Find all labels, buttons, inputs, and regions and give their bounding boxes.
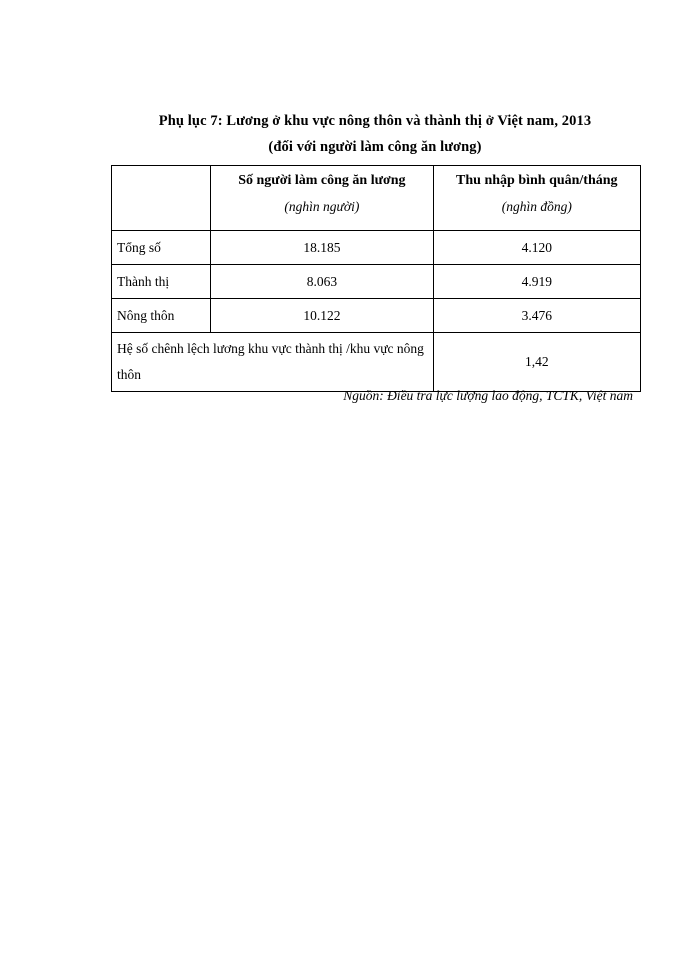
header-income	[433, 166, 640, 231]
income-value: 3.476	[433, 299, 640, 333]
row-label: Nông thôn	[112, 299, 211, 333]
header-workers-unit: (nghìn người)	[284, 199, 360, 214]
row-label: Tổng số	[112, 231, 211, 265]
ratio-value: 1,42	[433, 333, 640, 392]
income-value: 4.120	[433, 231, 640, 265]
header-income-unit: (nghìn đồng)	[501, 199, 572, 214]
row-label: Thành thị	[112, 265, 211, 299]
table-row	[112, 265, 641, 299]
header-workers-title: Số người làm công ăn lương	[238, 173, 406, 188]
income-value: 4.919	[433, 265, 640, 299]
workers-value: 18.185	[211, 231, 433, 265]
wage-table	[111, 165, 641, 392]
header-empty-cell	[112, 166, 211, 231]
appendix-subtitle: (đối với người làm công ăn lương)	[268, 139, 482, 155]
workers-value: 10.122	[211, 299, 433, 333]
header-income-title: Thu nhập bình quân/tháng	[456, 173, 618, 188]
workers-value: 8.063	[211, 265, 433, 299]
header-workers	[211, 166, 433, 231]
table-row	[112, 299, 641, 333]
source-note: Nguồn: Điều tra lực lượng lao động, TCTK, Việt nam	[343, 388, 633, 403]
appendix-title: Phụ lục 7: Lương ở khu vực nông thôn và thành thị ở Việt nam, 2013	[158, 113, 592, 129]
table-row	[112, 231, 641, 265]
table-header-row	[112, 166, 641, 231]
ratio-row	[112, 333, 641, 392]
ratio-label: Hệ số chênh lệch lương khu vực thành thị /khu vực nông thôn	[112, 333, 434, 392]
